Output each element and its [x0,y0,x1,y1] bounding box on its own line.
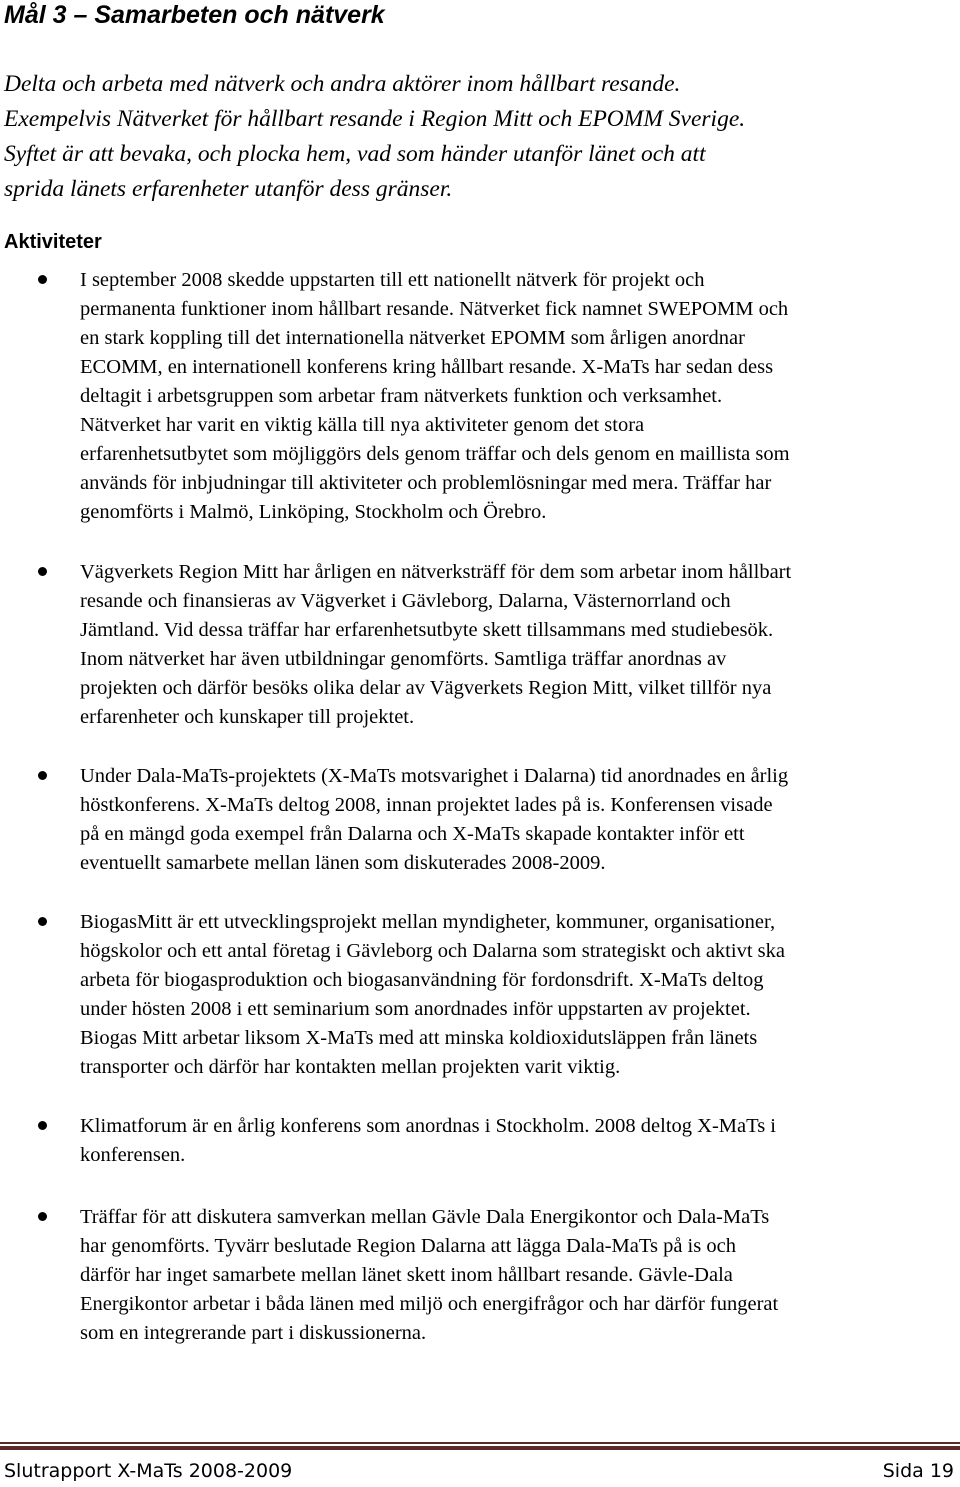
text-line: Träffar för att diskutera samverkan mellan Gävle Dala Energikontor och Dala-MaTs [80,1206,770,1228]
text-line: Energikontor arbetar i båda länen med miljö och energifrågor och har därför fungerat [80,1293,779,1315]
text-line: projekten och därför besöks olika delar av Vägverkets Region Mitt, vilket tillför nya [80,677,772,699]
text-line: Biogas Mitt arbetar liksom X-MaTs med att minska koldioxidutsläppen från länets [80,1027,758,1049]
footer-divider-thick [0,1446,960,1450]
bullet-icon [38,275,47,284]
text-line: genomförts i Malmö, Linköping, Stockholm och Örebro. [80,501,547,523]
bullet-paragraph [80,1112,776,1170]
intro-line: Delta och arbeta med nätverk och andra aktörer inom hållbart resande. [4,71,681,97]
intro-line: Exempelvis Nätverket för hållbart resande i Region Mitt och EPOMM Sverige. [4,106,746,132]
text-line: I september 2008 skedde uppstarten till ett nationellt nätverk för projekt och [80,269,705,291]
footer-divider-thin [0,1442,960,1444]
text-line: konferensen. [80,1144,186,1166]
text-line: Jämtland. Vid dessa träffar har erfarenhetsutbyte skett tillsammans med studiebesök. [80,619,774,641]
text-line: en stark koppling till det internationella nätverket EPOMM som årligen anordnar [80,327,745,349]
text-line: Under Dala-MaTs-projektets (X-MaTs motsvarighet i Dalarna) tid anordnades en årlig [80,765,789,787]
text-line: resande och finansieras av Vägverket i Gävleborg, Dalarna, Västernorrland och [80,590,731,612]
intro-line: sprida länets erfarenheter utanför dess gränser. [4,176,453,202]
text-line: Klimatforum är en årlig konferens som anordnas i Stockholm. 2008 deltog X-MaTs i [80,1115,776,1137]
bullet-icon [38,1121,47,1130]
bullet-paragraph [80,762,788,878]
bullet-paragraph [80,558,791,732]
bullet-icon [38,771,47,780]
text-line: på en mängd goda exempel från Dalarna och X-MaTs skapade kontakter inför ett [80,823,745,845]
text-line: arbeta för biogasproduktion och biogasanvändning för fordonsdrift. X-MaTs deltog [80,969,764,991]
text-line: har genomförts. Tyvärr beslutade Region Dalarna att lägga Dala-MaTs på is och [80,1235,736,1257]
bullet-paragraph [80,1203,778,1348]
bullet-icon [38,567,47,576]
bullet-paragraph [80,266,790,527]
text-line: används för inbjudningar till aktiviteter och problemlösningar med mera. Träffar har [80,472,772,494]
text-line: Nätverket har varit en viktig källa till nya aktiviteter genom det stora [80,414,645,436]
bullet-icon [38,1212,47,1221]
section-heading: Aktiviteter [4,231,102,253]
text-line: därför har inget samarbete mellan länet skett inom hållbart resande. Gävle-Dala [80,1264,733,1286]
bullet-paragraph [80,908,785,1082]
text-line: högskolor och ett antal företag i Gävleborg och Dalarna som strategiskt och aktivt ska [80,940,785,962]
footer-page-number: Sida 19 [882,1460,954,1482]
text-line: Inom nätverket har även utbildningar genomförts. Samtliga träffar anordnas av [80,648,727,670]
text-line: transporter och därför har kontakten mellan projekten varit viktig. [80,1056,621,1078]
text-line: BiogasMitt är ett utvecklingsprojekt mellan myndigheter, kommuner, organisationer, [80,911,776,933]
text-line: permanenta funktioner inom hållbart resande. Nätverket fick namnet SWEPOMM och [80,298,789,320]
bullet-icon [38,917,47,926]
text-line: eventuellt samarbete mellan länen som diskuterades 2008-2009. [80,852,606,874]
text-line: erfarenhetsutbytet som möjliggörs dels genom träffar och dels genom en maillista som [80,443,790,465]
text-line: under hösten 2008 i ett seminarium som anordnades inför uppstarten av projektet. [80,998,751,1020]
footer-report-title: Slutrapport X-MaTs 2008-2009 [4,1460,293,1482]
intro-paragraph [4,67,954,207]
page-title: Mål 3 – Samarbeten och nätverk [4,1,385,29]
intro-line: Syftet är att bevaka, och plocka hem, vad som händer utanför länet och att [4,141,706,167]
text-line: deltagit i arbetsgruppen som arbetar fram nätverkets funktion och verksamhet. [80,385,723,407]
text-line: höstkonferens. X-MaTs deltog 2008, innan projektet lades på is. Konferensen visade [80,794,773,816]
text-line: Vägverkets Region Mitt har årligen en nätverksträff för dem som arbetar inom hållbart [80,561,792,583]
text-line: som en integrerande part i diskussionerna. [80,1322,427,1344]
text-line: ECOMM, en internationell konferens kring hållbart resande. X-MaTs har sedan dess [80,356,774,378]
text-line: erfarenheter och kunskaper till projektet. [80,706,415,728]
